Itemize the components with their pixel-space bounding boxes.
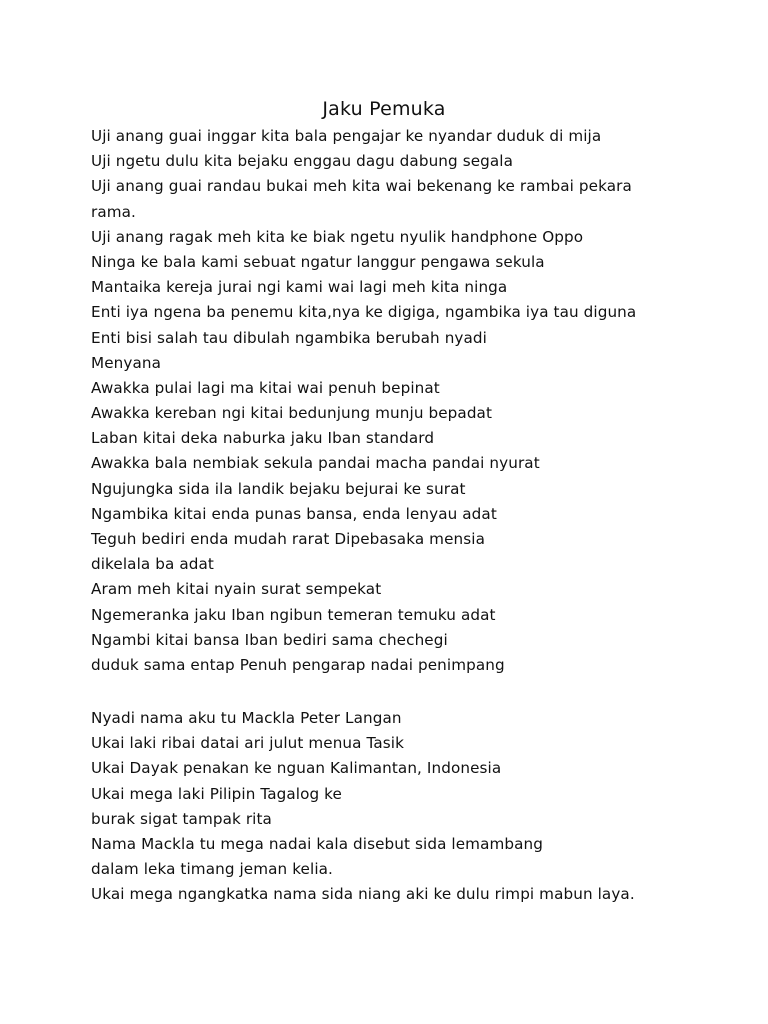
poem-line: Ukai laki ribai datai ari julut menua Tasik bbox=[91, 734, 404, 753]
poem-line: Awakka kereban ngi kitai bedunjung munju bepadat bbox=[91, 404, 493, 423]
poem-line: Menyana bbox=[91, 353, 162, 372]
poem-line: Uji anang guai randau bukai meh kita wai bekenang ke rambai pekara bbox=[91, 177, 632, 196]
poem-line: Ngemeranka jaku Iban ngibun temeran temuku adat bbox=[91, 605, 496, 624]
poem-line: Aram meh kitai nyain surat sempekat bbox=[91, 580, 382, 599]
poem-line: Uji anang guai inggar kita bala pengajar ke nyandar duduk di mija bbox=[91, 127, 602, 145]
poem-stanza-2 bbox=[91, 706, 731, 908]
poem-line: Ngambika kitai enda punas bansa, enda lenyau adat bbox=[91, 504, 497, 523]
poem-line: Mantaika kereja jurai ngi kami wai lagi meh kita ninga bbox=[91, 278, 508, 297]
poem-line: rama. bbox=[91, 202, 136, 221]
poem-line: duduk sama entap Penuh pengarap nadai penimpang bbox=[91, 655, 505, 674]
poem-line: Nama Mackla tu mega nadai kala disebut sida lemambang bbox=[91, 834, 543, 853]
poem-line: Ukai Dayak penakan ke nguan Kalimantan, Indonesia bbox=[91, 759, 502, 778]
poem-line: Ngambi kitai bansa Iban bediri sama chechegi bbox=[91, 630, 448, 649]
poem-line: Laban kitai deka naburka jaku Iban standard bbox=[91, 429, 435, 448]
poem-line: Ukai mega ngangkatka nama sida niang aki ke dulu rimpi mabun laya. bbox=[91, 885, 635, 904]
poem-line: Uji ngetu dulu kita bejaku enggau dagu dabung segala bbox=[91, 152, 514, 171]
poem-line: Enti bisi salah tau dibulah ngambika berubah nyadi bbox=[91, 328, 487, 347]
poem-line: Uji anang ragak meh kita ke biak ngetu nyulik handphone Oppo bbox=[91, 227, 584, 246]
poem-line: Ukai mega laki Pilipin Tagalog ke bbox=[91, 784, 342, 803]
poem-line: Enti iya ngena ba penemu kita,nya ke digiga, ngambika iya tau diguna bbox=[91, 303, 637, 322]
poem-line: dikelala ba adat bbox=[91, 555, 214, 574]
poem-line: Nyadi nama aku tu Mackla Peter Langan bbox=[91, 709, 402, 727]
poem-line: Ninga ke bala kami sebuat ngatur langgur pengawa sekula bbox=[91, 252, 545, 271]
poem-line: Awakka bala nembiak sekula pandai macha pandai nyurat bbox=[91, 454, 540, 473]
page-title: Jaku Pemuka bbox=[322, 98, 446, 120]
poem-line: dalam leka timang jeman kelia. bbox=[91, 860, 333, 879]
poem-line: Awakka pulai lagi ma kitai wai penuh bepinat bbox=[91, 378, 440, 397]
poem-line: Ngujungka sida ila landik bejaku bejurai ke surat bbox=[91, 479, 466, 498]
poem-stanza-1 bbox=[91, 124, 731, 678]
poem-line: Teguh bediri enda mudah rarat Dipebasaka mensia bbox=[91, 530, 485, 548]
poem-line: burak sigat tampak rita bbox=[91, 809, 272, 828]
